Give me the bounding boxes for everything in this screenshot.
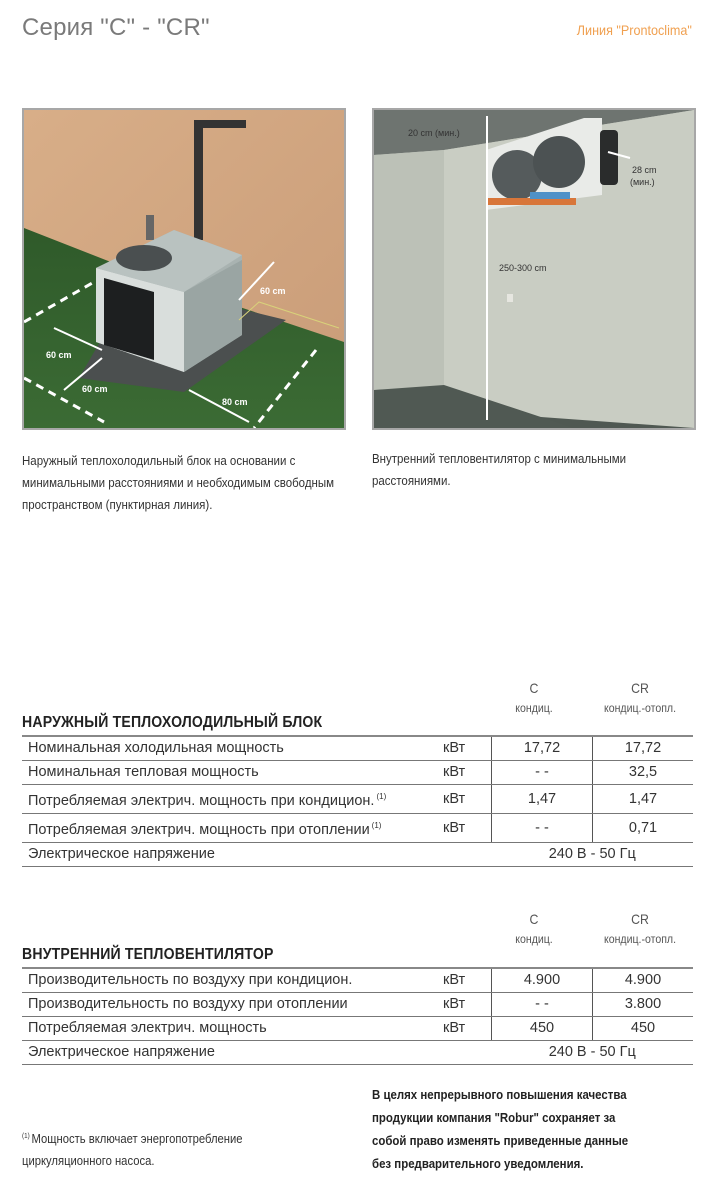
row-name: Номинальная тепловая мощность xyxy=(22,761,443,785)
table-row xyxy=(22,993,693,1017)
footnote xyxy=(22,1126,319,1172)
voltage-label: Электрическое напряжение xyxy=(22,843,443,867)
row-value-c: - - xyxy=(492,993,593,1017)
table-row-voltage xyxy=(22,843,693,867)
column-header-cr xyxy=(587,911,693,946)
clearance-label: 60 cm xyxy=(82,384,108,394)
voltage-value: 240 В - 50 Гц xyxy=(492,1041,694,1065)
side-clearance-min-label: (мин.) xyxy=(630,177,655,187)
column-cr-label: CR xyxy=(631,911,649,927)
table-row xyxy=(22,736,693,761)
row-name: Потребляемая электрич. мощность при отоплении xyxy=(28,822,370,838)
row-value-c: - - xyxy=(492,761,593,785)
row-value-c: - - xyxy=(492,814,593,843)
indoor-unit-image xyxy=(372,108,696,430)
column-header-c xyxy=(490,911,578,946)
notice-line: В целях непрерывного повышения качества xyxy=(372,1087,627,1102)
row-name: Производительность по воздуху при кондицион. xyxy=(22,968,443,993)
outdoor-image-caption: Наружный теплохолодильный блок на основании с минимальными расстояниями и необходимым свободным пространством (пунктирная линия). xyxy=(22,454,335,512)
footnote-line-1: Мощность включает энергопотребление xyxy=(31,1132,243,1146)
voltage-label: Электрическое напряжение xyxy=(22,1041,443,1065)
row-value-cr: 32,5 xyxy=(593,761,694,785)
table-row xyxy=(22,761,693,785)
column-cr-sub: кондиц.-отопл. xyxy=(603,701,677,715)
row-name-cell xyxy=(22,814,443,843)
clearance-label: 60 cm xyxy=(46,350,72,360)
outdoor-unit-image xyxy=(22,108,346,430)
row-value-c: 4.900 xyxy=(492,968,593,993)
product-line-label: Линия "Prontoclima" xyxy=(576,22,692,38)
notice-line: без предварительного уведомления. xyxy=(372,1156,584,1171)
column-c-label: C xyxy=(529,911,539,927)
row-name: Производительность по воздуху при отоплении xyxy=(22,993,443,1017)
row-name: Номинальная холодильная мощность xyxy=(22,736,443,761)
row-name: Потребляемая электрич. мощность xyxy=(22,1017,443,1041)
table-row xyxy=(22,785,693,814)
row-unit: кВт xyxy=(443,736,492,761)
series-title: Серия "C" - "CR" xyxy=(22,14,210,41)
notice-line: продукции компания "Robur" сохраняет за xyxy=(372,1110,616,1125)
outdoor-section-title: НАРУЖНЫЙ ТЕПЛОХОЛОДИЛЬНЫЙ БЛОК xyxy=(22,714,323,731)
table-row xyxy=(22,814,693,843)
column-cr-label: CR xyxy=(631,680,649,696)
disclaimer-notice xyxy=(372,1083,689,1175)
row-name-cell xyxy=(22,785,443,814)
indoor-spec-table xyxy=(22,967,693,1065)
top-clearance-label: 20 cm (мин.) xyxy=(408,128,460,138)
row-value-c: 17,72 xyxy=(492,736,593,761)
row-value-c: 1,47 xyxy=(492,785,593,814)
row-value-cr: 1,47 xyxy=(593,785,694,814)
voltage-value: 240 В - 50 Гц xyxy=(492,843,694,867)
footnote-marker: (1) xyxy=(371,821,382,830)
table-row-voltage xyxy=(22,1041,693,1065)
row-name: Потребляемая электрич. мощность при кондицион. xyxy=(28,793,375,809)
height-label: 250-300 cm xyxy=(499,263,547,273)
row-value-cr: 3.800 xyxy=(593,993,694,1017)
indoor-image-caption: Внутренний тепловентилятор с минимальными расстояниями. xyxy=(372,452,627,488)
row-unit: кВт xyxy=(443,968,492,993)
row-unit: кВт xyxy=(443,761,492,785)
row-unit: кВт xyxy=(443,785,492,814)
row-value-cr: 17,72 xyxy=(593,736,694,761)
row-unit: кВт xyxy=(443,1017,492,1041)
footnote-marker: (1) xyxy=(22,1133,30,1140)
clearance-label: 80 cm xyxy=(222,397,248,407)
side-clearance-label: 28 cm xyxy=(632,165,657,175)
row-unit: кВт xyxy=(443,814,492,843)
table-row xyxy=(22,1017,693,1041)
row-value-c: 450 xyxy=(492,1017,593,1041)
indoor-section-title: ВНУТРЕННИЙ ТЕПЛОВЕНТИЛЯТОР xyxy=(22,946,274,963)
table-row xyxy=(22,968,693,993)
notice-line: собой право изменять приведенные данные xyxy=(372,1133,629,1148)
column-c-sub: кондиц. xyxy=(515,701,553,715)
column-c-sub: кондиц. xyxy=(515,932,553,946)
clearance-label: 60 cm xyxy=(260,286,286,296)
column-cr-sub: кондиц.-отопл. xyxy=(603,932,677,946)
row-value-cr: 0,71 xyxy=(593,814,694,843)
column-header-cr xyxy=(587,680,693,715)
footnote-line-2: циркуляционного насоса. xyxy=(22,1154,155,1168)
row-value-cr: 4.900 xyxy=(593,968,694,993)
column-header-c xyxy=(490,680,578,715)
column-c-label: C xyxy=(529,680,539,696)
outdoor-spec-table xyxy=(22,735,693,867)
row-unit: кВт xyxy=(443,993,492,1017)
footnote-marker: (1) xyxy=(376,792,387,801)
row-value-cr: 450 xyxy=(593,1017,694,1041)
